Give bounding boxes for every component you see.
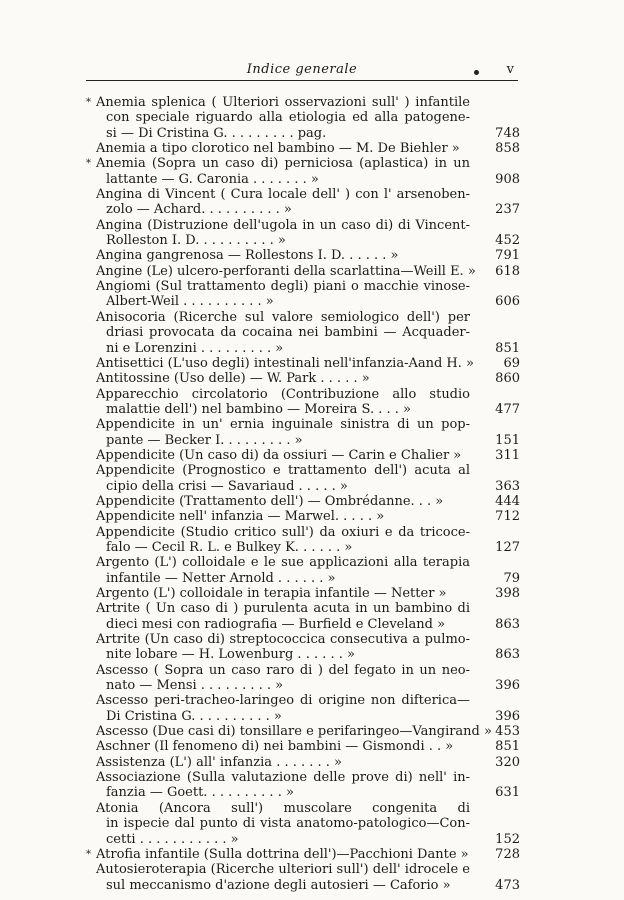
entry-page-number: 452 <box>495 233 520 249</box>
entry-page-number: 363 <box>495 478 520 494</box>
entry-line <box>86 739 520 754</box>
entry-page-number: 151 <box>495 432 520 448</box>
entry-page-number: 398 <box>495 586 520 601</box>
entry-text: ni e Lorenzini . . . . . . . . . » <box>106 340 284 356</box>
entry-page-number: 712 <box>495 509 520 525</box>
entry-text: malattie dell') nel bambino — Moreira S. . . . » <box>106 401 411 417</box>
entry-text: pante — Becker I. . . . . . . . . » <box>106 432 303 448</box>
entry-line <box>86 832 520 847</box>
index-entry <box>86 724 520 739</box>
index-entry <box>86 847 520 862</box>
entry-page-number: 863 <box>495 616 520 632</box>
entry-page-number: 237 <box>495 202 520 218</box>
entry-line <box>86 847 520 862</box>
entry-text: driasi provocata da cocaina nei bambini — Acquader- <box>106 325 470 341</box>
entry-line <box>86 218 520 233</box>
entry-line <box>86 479 520 494</box>
entry-line <box>86 387 520 402</box>
entry-text: Angina di Vincent ( Cura locale dell' ) con l' arsenoben- <box>96 187 470 203</box>
index-entry <box>86 156 520 187</box>
entry-line <box>86 371 520 386</box>
entry-line <box>86 110 520 125</box>
entry-text: Di Cristina G. . . . . . . . . . » <box>106 708 282 724</box>
entry-line <box>86 233 520 248</box>
entry-text: Antitossine (Uso delle) — W. Park . . . . . » <box>96 371 370 387</box>
entry-line <box>86 463 520 478</box>
index-entry <box>86 586 520 601</box>
entry-page-number: 791 <box>495 248 520 264</box>
entry-text: infantile — Netter Arnold . . . . . . » <box>106 570 336 586</box>
entry-text: Angine (Le) ulcero-perforanti della scarlattina—Weill E. » <box>96 263 476 279</box>
entry-page-number: 860 <box>495 371 520 387</box>
entry-line <box>86 755 520 770</box>
index-entry <box>86 264 520 279</box>
entry-text: Appendicite (Trattamento dell') — Ombrédanne. . . » <box>96 493 444 509</box>
index-entry <box>86 141 520 156</box>
entry-page-number: 606 <box>495 294 520 310</box>
entry-line <box>86 264 520 279</box>
entry-text: Anemia splenica ( Ulteriori osservazioni sull' ) infantile <box>96 95 470 110</box>
entry-text: cetti . . . . . . . . . . . » <box>106 831 239 847</box>
entry-line <box>86 417 520 432</box>
entry-text: Atrofia infantile (Sulla dottrina dell')—Pacchioni Dante » <box>96 846 469 862</box>
entry-text: fanzia — Goett. . . . . . . . . . » <box>106 785 294 801</box>
entry-line <box>86 801 520 816</box>
index-entry <box>86 525 520 556</box>
entry-page-number: 453 <box>495 724 520 740</box>
entry-line <box>86 647 520 662</box>
entry-text: in ispecie dal punto di vista anatomo-patologico—Con- <box>106 816 470 832</box>
entry-text: Anemia a tipo clorotico nel bambino — M. De Biehler » <box>96 141 460 157</box>
entry-line <box>86 571 520 586</box>
entry-page-number: 631 <box>495 785 520 801</box>
entry-line <box>86 279 520 294</box>
entry-page-number: 477 <box>495 401 520 417</box>
index-entry <box>86 95 520 141</box>
entry-text: Autosieroterapia (Ricerche ulteriori sull') dell' idrocele e <box>96 862 470 878</box>
entry-page-number: 320 <box>495 754 520 770</box>
entry-text: Artrite (Un caso di) streptococcica consecutiva a pulmo- <box>96 632 470 648</box>
entry-page-number: 748 <box>495 125 520 141</box>
entry-line <box>86 617 520 632</box>
entry-line <box>86 785 520 800</box>
index-entry <box>86 494 520 509</box>
entry-text: Antisettici (L'uso degli) intestinali nell'infanzia-Aand H. » <box>96 355 474 371</box>
index-entry <box>86 862 520 893</box>
entry-line <box>86 126 520 141</box>
entry-line <box>86 525 520 540</box>
index-entry <box>86 310 520 356</box>
entry-text: Appendicite (Studio critico sull') da oxiuri e da tricoce- <box>96 524 470 540</box>
entry-line <box>86 693 520 708</box>
entry-text: cipio della crisi — Savariaud . . . . . » <box>106 478 348 494</box>
entry-page-number: 473 <box>495 877 520 893</box>
entry-text: Argento (L') colloidale in terapia infantile — Netter » <box>96 586 447 601</box>
entry-text: Rolleston I. D. . . . . . . . . . » <box>106 233 286 249</box>
entry-text: nato — Mensi . . . . . . . . . » <box>106 678 284 694</box>
entry-text: si — Di Cristina G. . . . . . . . . pag. <box>106 125 327 141</box>
index-entry <box>86 387 520 418</box>
entry-line <box>86 816 520 831</box>
index-entry <box>86 739 520 754</box>
entry-text: Ascesso ( Sopra un caso raro di ) del fegato in un neo- <box>96 662 470 678</box>
entry-page-number: 863 <box>495 647 520 663</box>
entry-line <box>86 325 520 340</box>
index-entry <box>86 417 520 448</box>
index-entry <box>86 632 520 663</box>
entry-page-number: 396 <box>495 708 520 724</box>
entry-text: Apparecchio circolatorio (Contribuzione allo studio <box>96 386 470 402</box>
entry-line <box>86 448 520 463</box>
index-entries <box>86 95 520 893</box>
entry-text: Albert-Weil . . . . . . . . . . » <box>106 294 274 310</box>
entry-text: lattante — G. Caronia . . . . . . . » <box>106 171 319 187</box>
entry-text: Aschner (Il fenomeno di) nei bambini — Gismondi . . » <box>96 739 454 755</box>
entry-text: Appendicite in un' ernia inguinale sinistra di un pop- <box>96 417 470 433</box>
entry-line <box>86 586 520 601</box>
entry-text: Atonia (Ancora sull') muscolare congenita di <box>96 800 470 816</box>
running-header <box>86 62 518 81</box>
entry-line <box>86 172 520 187</box>
entry-page-number: 858 <box>495 141 520 157</box>
header-page-number: v <box>506 62 514 77</box>
entry-text: dieci mesi con radiografia — Burfield e Cleveland » <box>106 616 446 632</box>
entry-line <box>86 770 520 785</box>
entry-page-number: 444 <box>495 493 520 509</box>
asterisk-mark: * <box>86 848 91 860</box>
entry-line <box>86 709 520 724</box>
entry-text: Assistenza (L') all' infanzia . . . . . . . » <box>96 754 342 770</box>
entry-page-number: 618 <box>495 263 520 279</box>
entry-text: Argento (L') colloidale e le sue applicazioni alla terapia <box>96 555 470 571</box>
entry-line <box>86 555 520 570</box>
entry-page-number: 851 <box>495 340 520 356</box>
index-entry <box>86 371 520 386</box>
index-entry <box>86 801 520 847</box>
entry-text: Associazione (Sulla valutazione delle prove di) nell' in- <box>96 770 470 786</box>
index-entry <box>86 770 520 801</box>
entry-line <box>86 187 520 202</box>
entry-text: nite lobare — H. Lowenburg . . . . . . » <box>106 647 355 663</box>
entry-line <box>86 95 520 110</box>
index-entry <box>86 463 520 494</box>
entry-page-number: 908 <box>495 171 520 187</box>
entry-text: Appendicite (Prognostico e trattamento dell') acuta al <box>96 463 470 479</box>
entry-line <box>86 632 520 647</box>
entry-page-number: 728 <box>495 846 520 862</box>
index-entry <box>86 693 520 724</box>
entry-line <box>86 540 520 555</box>
entry-page-number: 69 <box>503 355 520 371</box>
entry-line <box>86 601 520 616</box>
index-entry <box>86 663 520 694</box>
index-entry <box>86 218 520 249</box>
entry-text: Anemia (Sopra un caso di) perniciosa (aplastica) in un <box>96 156 470 172</box>
entry-page-number: 127 <box>495 539 520 555</box>
entry-text: zolo — Achard. . . . . . . . . . » <box>106 202 292 218</box>
entry-line <box>86 494 520 509</box>
entry-line <box>86 878 520 893</box>
entry-line <box>86 433 520 448</box>
entry-text: Ascesso peri-tracheo-laringeo di origine non difterica— <box>96 693 470 709</box>
header-dot <box>474 70 479 75</box>
index-entry <box>86 356 520 371</box>
entry-line <box>86 402 520 417</box>
entry-page-number: 79 <box>503 570 520 586</box>
index-entry <box>86 555 520 586</box>
entry-page-number: 311 <box>495 447 520 463</box>
index-entry <box>86 601 520 632</box>
index-entry <box>86 187 520 218</box>
entry-text: Angina gangrenosa — Rollestons I. D. . . . . . » <box>96 248 399 264</box>
entry-line <box>86 141 520 156</box>
entry-line <box>86 678 520 693</box>
entry-line <box>86 356 520 371</box>
entry-line <box>86 663 520 678</box>
entry-line <box>86 248 520 263</box>
entry-text: Artrite ( Un caso di ) purulenta acuta in un bambino di <box>96 601 470 617</box>
entry-line <box>86 862 520 877</box>
entry-line <box>86 724 520 739</box>
entry-page-number: 851 <box>495 739 520 755</box>
entry-text: falo — Cecil R. L. e Bulkey K. . . . . . » <box>106 539 353 555</box>
entry-line <box>86 202 520 217</box>
index-entry <box>86 279 520 310</box>
entry-page-number: 396 <box>495 678 520 694</box>
entry-line <box>86 294 520 309</box>
entry-line <box>86 310 520 325</box>
index-entry <box>86 248 520 263</box>
index-entry <box>86 755 520 770</box>
entry-text: Anisocoria (Ricerche sul valore semiologico dell') per <box>96 309 470 325</box>
asterisk-mark: * <box>86 97 91 108</box>
entry-text: sul meccanismo d'azione degli autosieri — Caforio » <box>106 877 451 893</box>
index-entry <box>86 509 520 524</box>
entry-text: Appendicite nell' infanzia — Marwel. . . . . » <box>96 509 385 525</box>
entry-text: Appendicite (Un caso di) da ossiuri — Carin e Chalier » <box>96 447 462 463</box>
header-title: Indice generale <box>246 62 358 77</box>
asterisk-mark: * <box>86 158 91 170</box>
entry-line <box>86 341 520 356</box>
index-entry <box>86 448 520 463</box>
entry-line <box>86 156 520 171</box>
entry-page-number: 152 <box>495 831 520 847</box>
entry-text: con speciale riguardo alla etiologia ed alla patogene- <box>106 110 470 126</box>
entry-text: Ascesso (Due casi di) tonsillare e perifaringeo—Vangirand » <box>96 724 492 740</box>
entry-line <box>86 509 520 524</box>
entry-text: Angina (Distruzione dell'ugola in un caso di) di Vincent- <box>96 217 470 233</box>
entry-text: Angiomi (Sul trattamento degli) piani o macchie vinose- <box>96 279 470 295</box>
